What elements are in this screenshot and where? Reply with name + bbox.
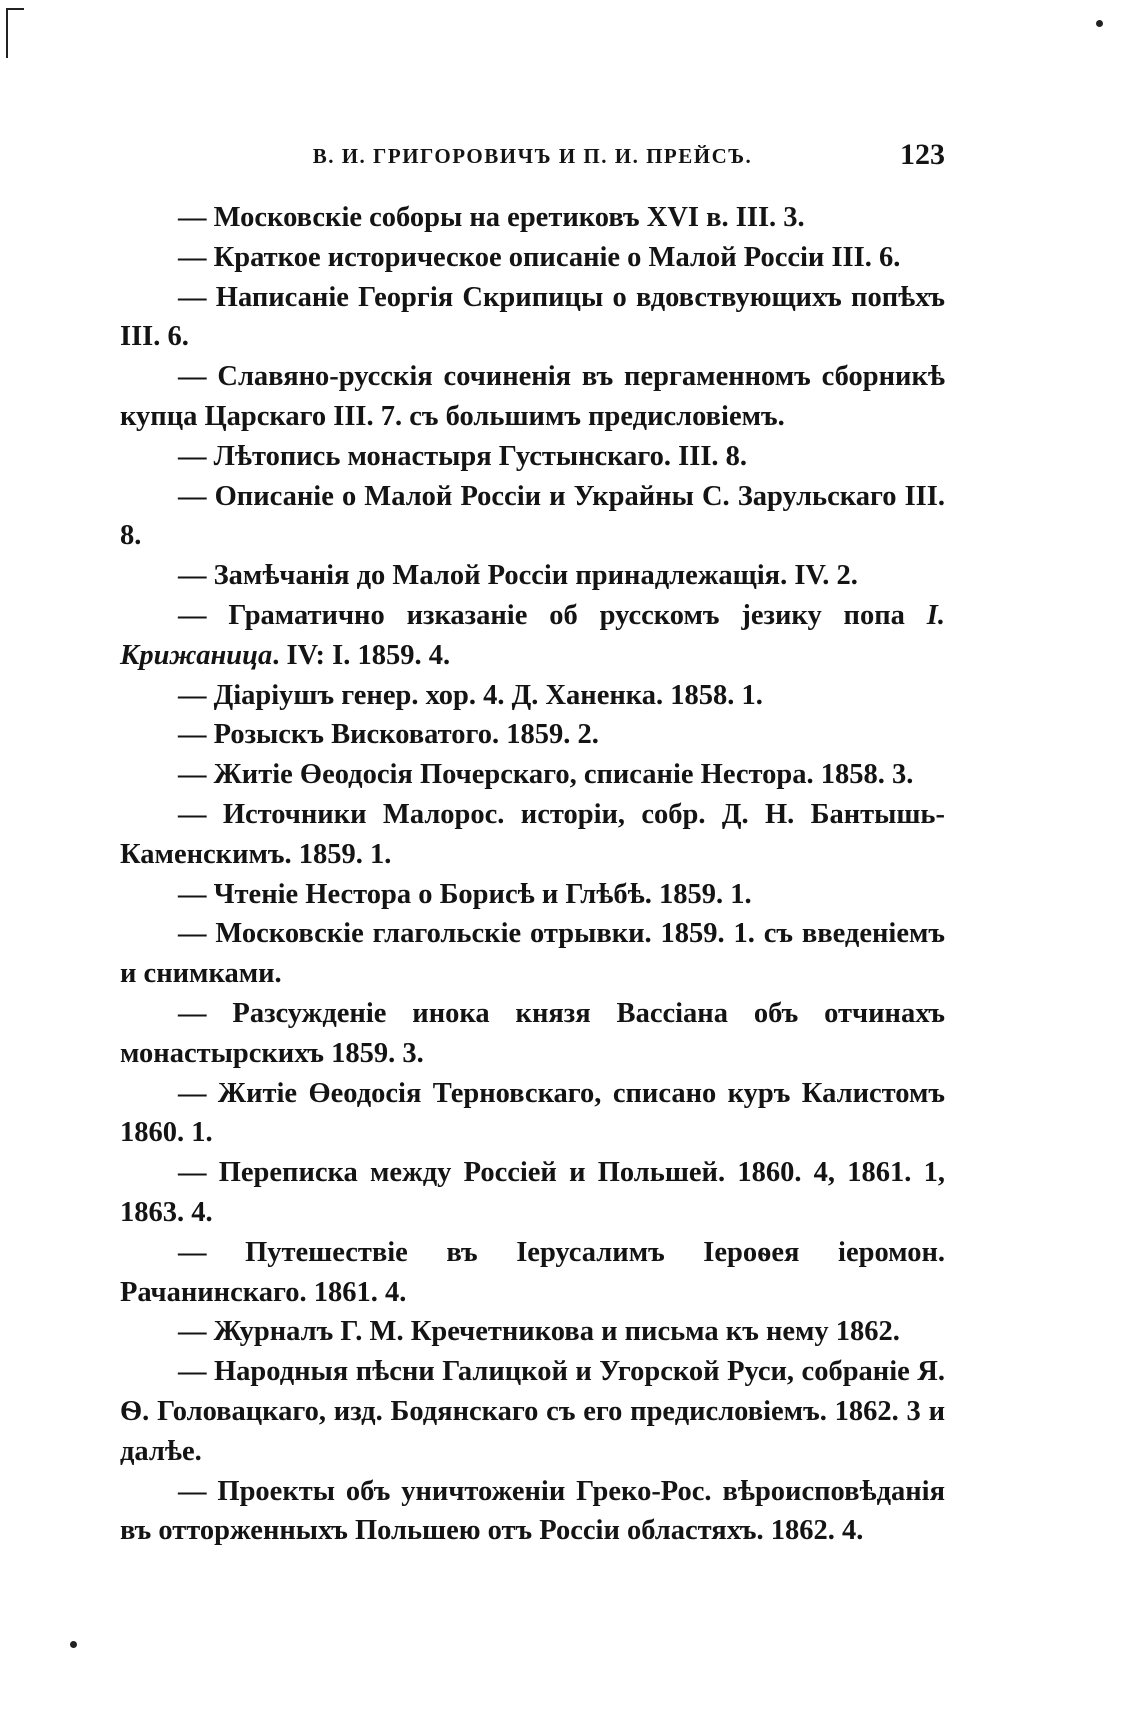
entry-text: — Лѣтопись монастыря Густынскаго. III. 8. <box>178 440 748 472</box>
speck-dot <box>70 1641 77 1648</box>
entry-text: — Написаніе Георгія Скрипицы о вдовствующихъ попѣхъ III. 6. <box>120 281 945 353</box>
entry-text: — Московскіе глагольскіе отрывки. 1859. 1. съ введеніемъ и снимками. <box>120 918 945 990</box>
entry-text: — Житіе Өеодосія Терновскаго, списано куръ Калистомъ 1860. 1. <box>120 1077 945 1149</box>
entry-text: — Краткое историческое описаніе о Малой Россіи III. 6. <box>178 241 901 273</box>
entry-text: — Московскіе соборы на еретиковъ XVI в. III. 3. <box>178 202 805 233</box>
entry-text: — Описаніе о Малой Россіи и Украйны С. Зарульскаго III. 8. <box>120 480 945 552</box>
bibliography-entry <box>120 1153 945 1233</box>
entry-text: — Славяно-русскія сочиненія въ пергаменномъ сборникѣ купца Царскаго III. 7. съ большимъ предисловіемъ. <box>120 361 945 432</box>
entry-text-before: — Граматично изказаніе об русскомъ језику попа <box>178 599 927 631</box>
entry-text: — Чтеніе Нестора о Борисѣ и Глѣбѣ. 1859. 1. <box>178 878 752 910</box>
bibliography-entry <box>120 715 945 755</box>
running-title: В. И. ГРИГОРОВИЧЪ И П. И. ПРЕЙСЪ. <box>312 144 753 168</box>
bibliography-entry <box>120 914 945 994</box>
entry-text: — Переписка между Россіей и Польшей. 1860. 4, 1861. 1, 1863. 4. <box>120 1157 945 1228</box>
entry-text-after: . IV: І. 1859. 4. <box>272 639 451 671</box>
entry-text: — Источники Малорос. исторіи, собр. Д. Н. Бантышь-Каменскимъ. 1859. 1. <box>120 798 945 870</box>
bibliography-entry <box>120 795 945 875</box>
bibliography-entry <box>120 1074 945 1154</box>
bibliography-entry <box>120 994 945 1074</box>
bibliography-entry <box>120 1312 945 1352</box>
bibliography-entry <box>120 755 945 795</box>
bibliography-entry <box>120 1233 945 1313</box>
bibliography-entry <box>120 1352 945 1471</box>
entry-text: — Проекты объ уничтоженіи Греко-Рос. вѣроисповѣданія въ отторженныхъ Польшею отъ Россіи областяхъ. 1862. 4. <box>120 1475 945 1547</box>
entry-author-italic: І. Крижаница <box>120 599 945 671</box>
bibliography-entry <box>120 1472 945 1552</box>
bibliography-entry <box>120 875 945 915</box>
bibliography-entry <box>120 556 945 596</box>
entry-text: — Розыскъ Висковатого. 1859. 2. <box>178 719 599 751</box>
bibliography-entry <box>120 676 945 716</box>
entry-text: — Разсужденіе инока князя Вассіана объ отчинахъ монастырскихъ 1859. 3. <box>120 997 945 1069</box>
bibliography-entry <box>120 437 945 477</box>
entry-text: — Замѣчанія до Малой Россіи принадлежащія. IV. 2. <box>178 560 858 592</box>
bibliography-list <box>120 198 945 1551</box>
running-header <box>120 138 945 178</box>
entry-text: — Народныя пѣсни Галицкой и Угорской Руси, собраніе Я. Ѳ. Головацкаго, изд. Бодянскаго съ его предисловіемъ. 1862. 3 и далѣе. <box>120 1356 945 1467</box>
bibliography-entry <box>120 278 945 358</box>
entry-text: — Житіе Өеодосія Почерскаго, списаніе Нестора. 1858. 3. <box>178 759 914 791</box>
bibliography-entry <box>120 357 945 437</box>
entry-text: — Журналъ Г. М. Кречетникова и письма къ нему 1862. <box>178 1316 900 1348</box>
entry-text: — Діаріушъ генер. хор. 4. Д. Ханенка. 1858. 1. <box>178 679 763 711</box>
crop-corner-mark <box>6 8 24 58</box>
bibliography-entry <box>120 198 945 238</box>
speck-dot <box>1096 20 1103 27</box>
bibliography-entry <box>120 238 945 278</box>
page-number: 123 <box>900 138 945 171</box>
entry-text: — Путешествіе въ Іерусалимъ Іероѳея іеромон. Рачанинскаго. 1861. 4. <box>120 1236 945 1308</box>
bibliography-entry <box>120 477 945 557</box>
bibliography-entry <box>120 596 945 676</box>
